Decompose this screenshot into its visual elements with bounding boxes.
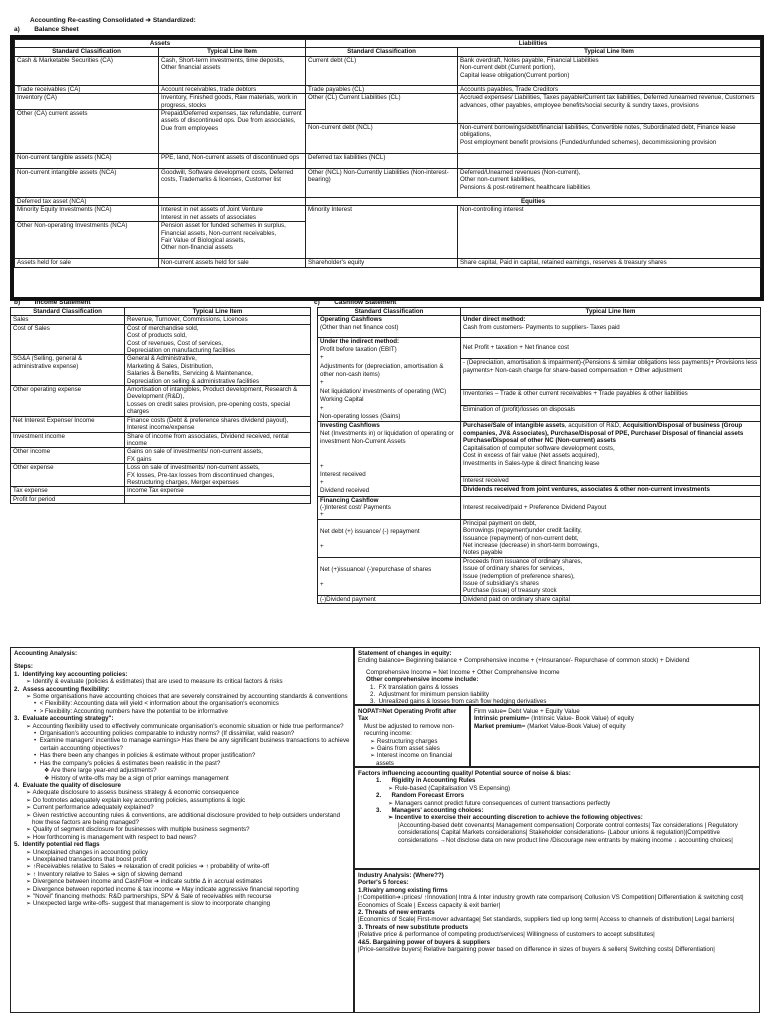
- oci-item: 2. Adjustment for minimum pension liability: [370, 691, 489, 699]
- direct-title: Under direct method:: [463, 316, 526, 324]
- liability-class: Current debt (CL): [306, 56, 458, 85]
- is-items: Loss on sale of investments/ non-current assets, FX losses, Pre-tax losses from discontinued changes, Restructuring charges, Merger expenses: [125, 464, 311, 487]
- factor-3a: ➢ Incentive to exercise their accounting discretion to achieve the following objectives:: [388, 814, 643, 822]
- factor-2: 2. Random Forecast Errors: [376, 792, 465, 800]
- asset-class: Minority Equity Investments (NCA): [15, 206, 159, 222]
- financing-cashflows: [318, 496, 461, 519]
- financing-r3: Proceeds from issuance of ordinary shares, Issue of ordinary shares for services, Issue (redemption of preference shares), Issue of subsidiary's shares Purchase (issue) of treasury stock: [461, 557, 761, 595]
- liability-class: Other (NCL) Non-Currently Liabilities (Non-interest-bearing): [306, 169, 458, 198]
- indirect-method: [318, 338, 461, 422]
- inv-rest2: Capitalisation of computer software development costs, Cost in excess of fair value (Net assets acquired), Investments in Sales-type & direct financing lease: [463, 444, 615, 467]
- accounting-analysis: [10, 647, 354, 1013]
- cashflow-label: c) Cashflow Statement: [314, 299, 397, 306]
- factors-box: [354, 767, 760, 869]
- nopat-item: ➢ Gains from asset sales: [370, 745, 440, 753]
- step-5: 5. Identify potential red flags: [14, 841, 100, 849]
- nopat-title: NOPAT=Net Operating Profit after Tax: [358, 708, 457, 723]
- step-4e: ➢ Quality of segment disclosure for businesses with multiple business segments?: [26, 826, 250, 834]
- nopat-item: ➢ Restructuring charges: [370, 737, 438, 745]
- step-5b: ➢ Unexplained transactions that boost profit: [26, 855, 147, 863]
- equity-changes-line2: Comprehensive Income = Net Income + Other Comprehensive Income: [366, 668, 560, 676]
- liability-items: Non-current borrowings/debt/financial liabilities, Convertible notes, Subordinated debt, Finance lease obligations, Post employment benefit provisions (Funded/unfunded schemes), decommissioning provision: [458, 124, 761, 154]
- financing-r1: Interest received/paid + Preference Dividend Payout: [461, 496, 761, 519]
- liability-items: [458, 154, 761, 169]
- cashflow-table: [317, 307, 761, 604]
- liability-class: Deferred tax liabilities (NCL): [306, 154, 458, 169]
- is-class: Net Interest Expense/ Income: [11, 416, 125, 432]
- is-items: Cost of merchandise sold, Cost of products sold, Cost of revenues, Cost of services, Depreciation on manufacturing facilities: [125, 324, 311, 355]
- indirect-title: Under the indirect method:: [320, 338, 400, 346]
- income-statement-table: [10, 307, 311, 504]
- firm-value-line3: [474, 723, 756, 730]
- step-3c: • Examine managers' incentive to manage earnings> Has there be any significant business transactions to achieve certain accounting objectives?: [34, 737, 350, 752]
- is-class: Cost of Sales: [11, 324, 125, 355]
- porter-1: 1.Rivalry among existing firms: [358, 886, 448, 894]
- inv-bold2: Acquisition/Disposal of business (Group companies, JV& Associates), Purchase/Disposal of PPE, Purchase/ Disposal of financial assets Purchase/Disposal of other NC (Non-current) assets: [463, 422, 744, 445]
- liability-items: Accounts payables, Trade Creditors: [458, 85, 761, 93]
- asset-items: Interest in net assets of Joint Venture Interest in net assets of associates: [159, 206, 306, 222]
- equity-changes: [354, 647, 760, 705]
- fin-left4: (-)Dividend payment: [318, 595, 461, 603]
- is-items: Share of income from associates, Dividend received, rental income: [125, 432, 311, 448]
- col-standard-classification: Standard Classification: [15, 48, 159, 56]
- col-standard-classification: Standard Classification: [11, 308, 125, 316]
- step-5e: ➢ Divergence between income and CashFlow ➔ indicate subtle Δ in accrual estimates: [26, 878, 263, 886]
- financing-title: Financing Cashflow: [320, 496, 379, 504]
- liability-class: Trade payables (CL): [306, 85, 458, 93]
- fin-left2: Net debt (+) issuance/ (-) repayment +: [318, 519, 461, 557]
- asset-items: Inventory, Finished goods, Raw materials, work in progress, stocks: [159, 94, 306, 110]
- asset-class: Cash & Marketable Securities (CA): [15, 56, 159, 85]
- liability-items: Deferred/Unearned revenues (Non-current), Other non-current liabilities, Pensions & post-retirement healthcare liabilities: [458, 169, 761, 198]
- nopat-text: Must be adjusted to remove non-recurring income:: [364, 722, 455, 738]
- balance-sheet-label: a) Balance Sheet: [14, 26, 79, 33]
- steps-title: Steps:: [14, 663, 33, 671]
- firm-value-line2: [474, 715, 756, 722]
- step-5g: ➢ "Novel" financing methods: R&D partnerships, SPV & Sale of receivables with recourse: [26, 893, 272, 900]
- page-title: Accounting Re-casting Consolidated ➔ Standardized:: [30, 17, 196, 24]
- asset-items: Goodwill, Software development costs, Deferred costs, Trademarks & licenses, Customer list: [159, 169, 306, 198]
- porter-2: 2. Threats of new entrants: [358, 909, 435, 917]
- fin-left3: Net (+)issuance/ (-)repurchase of shares +: [318, 557, 461, 595]
- indirect-r1: Net Profit + taxation + Net finance cost: [461, 338, 761, 359]
- liability-items: Bank overdraft, Notes payable, Financial Liabilities Non-current debt (Current portion), Capital lease obligation(Current portion): [458, 56, 761, 85]
- is-items: Revenue, Turnover, Commissions, Licences: [125, 316, 311, 324]
- factor-3: 3. Managers' accounting choices:: [376, 807, 484, 815]
- balance-sheet: [10, 35, 764, 301]
- market-premium-label: Market premium: [474, 722, 522, 730]
- col-typical-line-item: Typical Line Item: [458, 48, 761, 56]
- step-4: 4. Evaluate the quality of disclosure: [14, 781, 121, 789]
- asset-class: Inventory (CA): [15, 94, 159, 110]
- market-premium-text: = (Market Value-Book Value) of equity: [521, 722, 626, 730]
- inv-bold1: Purchase/Sale of intangible assets: [463, 422, 565, 430]
- step-3e: • Has the company's policies & estimates been realistic in the past?: [34, 759, 221, 767]
- porter-title: Porter's 5 forces:: [358, 879, 409, 887]
- equity-items: Share capital, Paid in capital, retained earnings, reserves & treasury shares: [458, 259, 761, 267]
- indirect-r4: Elimination of (profit)/losses on disposals: [461, 406, 761, 422]
- asset-items: Prepaid/Deferred expenses, tax refundable, current assets of discontinued ops. Due from associates, Due from employees: [159, 110, 306, 154]
- investing-title: Investing Cashflows: [320, 422, 380, 430]
- step-2b: • < Flexibility: Accounting data will yield < information about the organisation's economics: [34, 700, 279, 708]
- asset-items: [159, 198, 306, 206]
- operating-title: Operating Cashflows: [320, 316, 382, 324]
- industry-box: [354, 869, 760, 1013]
- asset-class: Non-current intangible assets (NCA): [15, 169, 159, 198]
- is-items: General & Administrative, Marketing & Sales, Distribution, Salaries & Benefits, Servicing & Maintenance, Depreciation on selling & administrative facilities: [125, 355, 311, 386]
- is-items: Finance costs (Debt & preference shares dividend payout), Interest income/expense: [125, 416, 311, 432]
- direct-text: Cash from customers- Payments to suppliers- Taxes paid: [463, 323, 620, 331]
- financing-r4: Dividend paid on ordinary share capital: [461, 595, 761, 603]
- step-5c: ➢ ↑Receivables relative to Sales ➔ relaxation of credit policies ➔ ↑ probability of write-off: [26, 863, 270, 871]
- col-typical-line-item: Typical Line Item: [159, 48, 306, 56]
- step-3g: ❖ History of write-offs may be a sign of prior earnings management: [44, 774, 229, 782]
- firm-value-box: [470, 705, 760, 767]
- factor-1a: ➢ Rule-based (Capitalisation VS Expensing): [388, 784, 511, 792]
- is-class: Profit for period: [11, 495, 125, 503]
- step-3: 3. Evaluate accounting strategy":: [14, 715, 114, 723]
- equity-items: Non-controlling interest: [458, 206, 761, 259]
- operating-cashflows: [318, 316, 461, 338]
- porter-4-text: |Price-sensitive buyers| Relative bargaining power based on difference in sizes of buyers & sellers| Switching costs| Differentiation|: [358, 946, 715, 954]
- is-items: Amortisation of intangibles, Product development, Research & Development (R&D), Losses on credit sales provision, pre-opening costs, special charges: [125, 386, 311, 417]
- asset-class: Deferred tax asset (NCA): [15, 198, 159, 206]
- porter-2-text: |Economics of Scale| First-mover advantage| Set standards, suppliers tied up long term| Access to channels of distribution| Legal barriers|: [358, 916, 735, 924]
- step-4b: ➢ Do footnotes adequately explain key accounting policies, assumptions & logic: [26, 796, 246, 804]
- equity-class: Minority Interest: [306, 206, 458, 259]
- inv-rest1: , acquisition of R&D,: [564, 422, 623, 430]
- step-5h: ➢ Unexpected large write-offs- suggest that management is slow to incorporate changing: [26, 900, 271, 908]
- step-1a: ➢ Identify & evaluate (policies & estimates) that are used to measure its critical factors & risks: [26, 678, 283, 686]
- step-2a: ➢ Some organisations have accounting choices that are severely constrained by accounting standards & conventions: [26, 693, 348, 701]
- asset-class: Non-current tangible assets (NCA): [15, 154, 159, 169]
- asset-items: Cash, Short-term investments, time deposits, Other financial assets: [159, 56, 306, 85]
- is-items: [125, 495, 311, 503]
- analysis-title: Accounting Analysis:: [14, 650, 78, 657]
- factor-3b: |Accounting-based debt covenants| Management compensation| Corporate control contests| Tax considerations | Regulatory considerations| Capital Markets considerations| Stakeholder considerations- (Labour unions & regulation)|Competitive considerations →Not disclose data on new product line /Discourage new entrants by making income ↓ accounting choices|: [398, 821, 738, 844]
- liability-class: Other (CL) Current Liabilities (CL): [306, 94, 458, 124]
- nopat-item: ➢ Interest income on financial assets: [370, 752, 453, 767]
- is-class: Other expense: [11, 464, 125, 487]
- assets-header: Assets: [15, 40, 306, 48]
- factor-2a: ➢ Managers cannot predict future consequences of current transactions perfectly: [388, 799, 611, 807]
- is-items: Gains on sale of investments/ non-current assets, FX gains: [125, 448, 311, 464]
- asset-class: Other Non-operating Investments (NCA): [15, 222, 159, 259]
- income-statement-label: b) Income Statement: [14, 299, 91, 306]
- asset-class: Assets held for sale: [15, 259, 159, 267]
- col-typical-line-item: Typical Line Item: [125, 308, 311, 316]
- col-typical-line-item: Typical Line Item: [461, 308, 761, 316]
- liability-class: Non-current debt (NCL): [306, 124, 458, 154]
- oci-title: Other comprehensive income include:: [366, 676, 479, 684]
- factor-1: 1. Rigidity in Accounting Rules: [376, 777, 476, 785]
- asset-items: Non-current assets held for sale: [159, 259, 306, 267]
- step-3f: ❖ Are there large year-end adjustments?: [44, 767, 157, 775]
- asset-items: Pension asset for funded schemes in surplus, Financial assets, Non-current receivables, Fair Value of Biological assets, Other non-financial assets: [159, 222, 306, 259]
- step-2c: • > Flexibility: Accounting numbers have the potential to be informative: [34, 707, 228, 715]
- step-3a: ➢ Accounting flexibility used to effectively communicate organisation's economic situation or hide true performance?: [26, 722, 344, 730]
- step-3b: • Organisation's accounting policies comparable to industry norms? (If dissimilar, valid reason?: [34, 730, 295, 738]
- fin-left1: (-)Interest cost/ Payments +: [320, 503, 391, 519]
- is-class: Other operating expense: [11, 386, 125, 417]
- investing-cashflows: [318, 422, 461, 496]
- col-standard-classification: Standard Classification: [318, 308, 461, 316]
- step-1: 1. Identifying key accounting policies:: [14, 670, 128, 678]
- firm-value-line1: Firm value= Debt Value + Equity Value: [474, 708, 580, 715]
- asset-items: PPE, land, Non-current assets of discontinued ops: [159, 154, 306, 169]
- investing-left: Net (Investments in) or liquidation of operating or investment Non-Current Assets + Interest received + Dividend received: [320, 429, 454, 495]
- porter-1-text: |↑Competition➔↓prices/ ↑Innovation| Intra & Inter industry growth rate comparison| Collusion VS Competition| Differentiation & switching cost| Economics of Scale | Excess capacity & exit barrier|: [358, 894, 744, 909]
- equities-header: Equities: [306, 198, 761, 206]
- porter-4: 4&5. Bargaining power of buyers & suppliers: [358, 938, 491, 946]
- asset-class: Other (CA) current assets: [15, 110, 159, 154]
- step-2: 2. Assess accounting flexibility:: [14, 685, 110, 693]
- investing-r2: Interest received: [461, 476, 761, 486]
- is-class: SG&A (Selling, general & administrative expense): [11, 355, 125, 386]
- step-4a: ➢ Adequate disclosure to assess business strategy & economic consequence: [26, 789, 239, 797]
- porter-3-text: |Relative price & performance of competing product/services| Willingness of customers to accept substitutes|: [358, 931, 655, 939]
- is-class: Tax expense: [11, 487, 125, 495]
- liabilities-header: Liabilities: [306, 40, 761, 48]
- indirect-left: Profit before taxation (EBIT) + Adjustments for (depreciation, amortisation & other non-cash items) + Net liquidation/ investments of operating (WC) Working Capital + Non-operating losses (Gains): [320, 345, 447, 421]
- direct-method: [461, 316, 761, 338]
- is-class: Sales: [11, 316, 125, 324]
- equity-changes-title: Statement of changes in equity:: [358, 650, 452, 657]
- porter-3: 3. Threats of new substitute products: [358, 923, 469, 931]
- investing-r3: Dividends received from joint ventures, associates & other non-current investments: [461, 486, 761, 496]
- asset-class: Trade receivables (CA): [15, 85, 159, 93]
- intrinsic-premium-label: Intrinsic premium: [474, 715, 526, 723]
- step-4d: ➢ Given restrictive accounting rules & conventions, are additional disclosure provided to help outsiders understand how these factors are being managed?: [26, 811, 341, 826]
- equity-class: Shareholder's equity: [306, 259, 458, 267]
- financing-r2: Principal payment on debt, Borrowings (repayment)under credit facility, Issuance (repayment) of non-current debt, Net increase (decrease) in short-term borrowings, Notes payable: [461, 519, 761, 557]
- col-standard-classification: Standard Classification: [306, 48, 458, 56]
- indirect-r2: - (Depreciation, amortisation & impairment)-(Pensions & similar obligations less payments)+ Provisions less payments+ Non-cash charge for share-based compensation + Other adjustment: [461, 359, 761, 390]
- asset-items: Account receivables, trade debtors: [159, 85, 306, 93]
- is-items: Income Tax expense: [125, 487, 311, 495]
- equity-changes-line1: Ending balance= Beginning balance + Comprehensive income + (+Insurance/- Repurchase of common stock) + Dividend: [358, 657, 690, 665]
- step-4c: ➢ Current performance adequately explained?: [26, 804, 154, 812]
- industry-title: Industry Analysis: (Where??): [358, 872, 444, 879]
- indirect-r3: Inventories – Trade & other current receivables + Trade payables & other liabilities: [461, 389, 761, 405]
- oci-item: 1. FX translation gains & losses: [370, 683, 459, 691]
- oci-item: 3. Unrealized gains & losses from cash flow hedging derivatives: [370, 698, 547, 705]
- nopat-box: [354, 705, 470, 767]
- factors-title: Factors influencing accounting quality/ Potential source of noise & bias:: [358, 770, 571, 777]
- is-class: Investment income: [11, 432, 125, 448]
- is-class: Other income: [11, 448, 125, 464]
- investing-r1: [461, 422, 761, 476]
- balance-sheet-table: [14, 39, 761, 268]
- step-4f: ➢ How forthcoming is management with respect to bad news?: [26, 833, 197, 841]
- step-5f: ➢ Divergence between reported income & tax income ➔ May indicate aggressive financial reporting: [26, 885, 299, 893]
- operating-sub: (Other than net finance cost): [320, 323, 399, 331]
- step-5a: ➢ Unexplained changes in accounting policy: [26, 848, 149, 856]
- step-3d: • Has there been any changes in policies & estimate without proper justification?: [34, 752, 256, 760]
- step-5d: ➢ ↑ Inventory relative to Sales ➔ sign of slowing demand: [26, 870, 183, 878]
- intrinsic-premium-text: = (Intrinsic Value- Book Value) of equity: [525, 715, 634, 723]
- liability-items: Accrued expenses/ Liabilities, Taxes payable/Current tax liabilities, Deferred /unearned revenue, Customers advances, other payables, employee benefits/social security & sundry taxes, provisions: [458, 94, 761, 124]
